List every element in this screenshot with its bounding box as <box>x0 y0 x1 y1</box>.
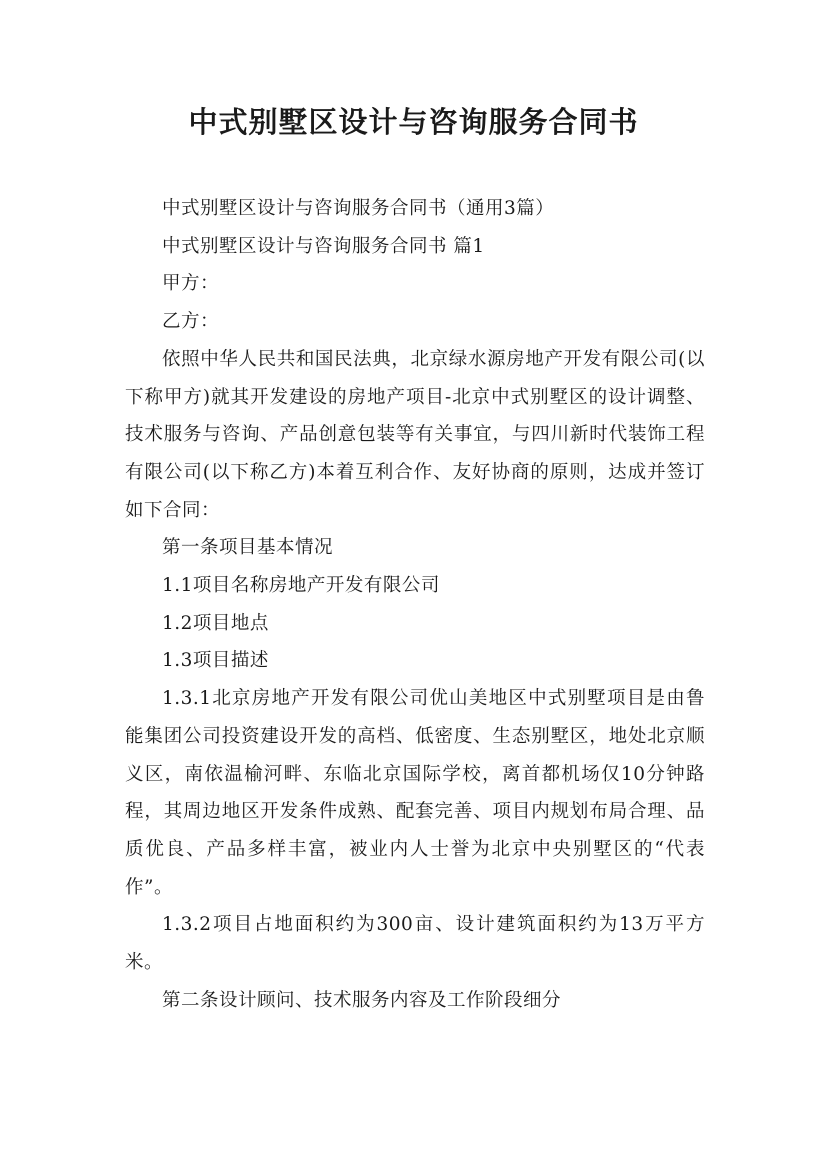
paragraph-1-2: 1.2项目地点 <box>162 612 269 634</box>
paragraph-preamble: 依照中华人民共和国民法典，北京绿水源房地产开发有限公司(以下称甲方)就其开发建设的房地产项目-北京中式别墅区的设计调整、技术服务与咨询、产品创意包装等有关事宜，与四川新时代装饰工程有限公司(以下称乙方)本着互利合作、友好协商的原则，达成并签订如下合同： <box>125 348 705 521</box>
paragraph-article-2: 第二条设计顾问、技术服务内容及工作阶段细分 <box>162 989 562 1011</box>
paragraph-party-b: 乙方： <box>162 311 220 333</box>
paragraph-1-1: 1.1项目名称房地产开发有限公司 <box>162 575 440 597</box>
paragraph-1-3-1: 1.3.1北京房地产开发有限公司优山美地区中式别墅项目是由鲁能集团公司投资建设开发的高档、低密度、生态别墅区，地处北京顺义区，南依温榆河畔、东临北京国际学校，离首都机场仅10分钟路程，其周边地区开发条件成熟、配套完善、项目内规划布局合理、品质优良、产品多样丰富，被业内人士誉为北京中央别墅区的“代表作”。 <box>125 688 705 898</box>
paragraph-party-a: 甲方： <box>162 273 220 295</box>
document-title: 中式别墅区设计与咨询服务合同书 <box>188 105 639 139</box>
paragraph-1-3-2: 1.3.2项目占地面积约为300亩、设计建筑面积约为13万平方米。 <box>125 914 705 974</box>
paragraph-1-3: 1.3项目描述 <box>162 650 269 672</box>
paragraph-article-1: 第一条项目基本情况 <box>162 537 334 559</box>
paragraph-part-heading: 中式别墅区设计与咨询服务合同书 篇1 <box>162 235 485 257</box>
paragraph-subtitle: 中式别墅区设计与咨询服务合同书（通用3篇） <box>162 198 555 219</box>
document-body <box>125 190 705 1019</box>
